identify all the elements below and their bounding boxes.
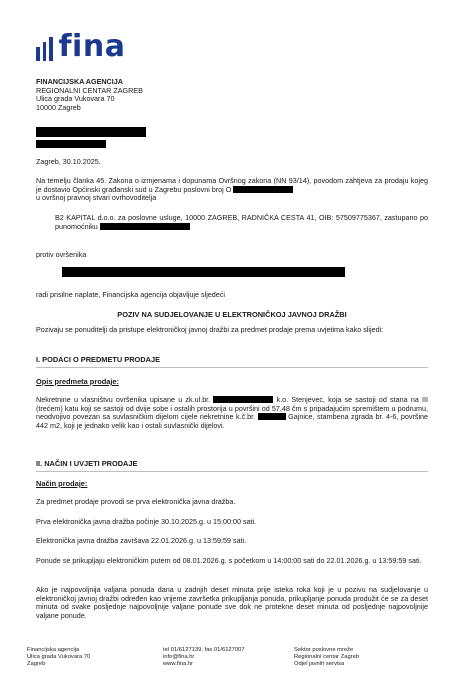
footer-web: www.fina.hr — [163, 660, 193, 667]
redacted-attorney — [100, 223, 190, 230]
creditor-paragraph — [55, 214, 428, 231]
footer-phone: tel 01/6127139, fax 01/6127007 — [163, 647, 245, 653]
sender-line-1: FINANCIJSKA AGENCIJA — [36, 77, 123, 86]
footer-street: Ulica grada Vukovara 70 — [27, 653, 91, 660]
invite-paragraph: Pozivaju se ponuditelji da pristupe elektroničkoj javnoj dražbi za predmet prodaje prema uvjetima kako slijedi: — [36, 325, 384, 334]
footer-department: Odjel javnih servisa — [294, 660, 345, 667]
notice-title: POZIV NA SUDJELOVANJE U ELEKTRONIČKOJ JAVNOJ DRAŽBI — [117, 310, 347, 319]
date-line: Zagreb, 30.10.2025. — [36, 157, 101, 166]
sender-address — [36, 78, 143, 112]
property-text-3: Gajnice, stambena zgrada br. 4-6, površine 442 m2, koji je jednako velik kao i ostali suvlasnički dijelovi. — [36, 412, 429, 430]
redacted-debtor — [62, 267, 345, 277]
sale-paragraph-1: Za predmet prodaje provodi se prva elektronička javna dražba. — [36, 497, 236, 506]
redacted-recipient-1 — [36, 127, 146, 137]
footer-sector: Sektor poslovne mreže — [294, 647, 354, 653]
sender-line-2: REGIONALNI CENTAR ZAGREB — [36, 85, 143, 95]
sale-paragraph-2: Prva elektronička javna dražba počinje 30.10.2025.g. u 15:00:00 sati. — [36, 517, 257, 526]
footer-col-address — [27, 647, 90, 668]
section-1-subheading: Opis predmeta prodaje: — [36, 377, 119, 386]
intro-text-2: u ovršnoj pravnoj stvari ovrhovoditelja — [36, 193, 157, 203]
footer-col-contact — [163, 647, 245, 668]
logo-text: fina — [58, 29, 126, 64]
section-1-divider — [36, 367, 428, 368]
sale-paragraph-3: Elektronička javna dražba završava 22.01.2026.g. u 13:59:59 sati. — [36, 536, 247, 545]
section-2-divider — [36, 471, 428, 472]
fina-logo — [36, 27, 126, 64]
against-line: protiv ovršenika — [36, 250, 87, 259]
creditor-text: B2 KAPITAL d.o.o. za poslovne usluge, 10000 ZAGREB, RADNIČKA CESTA 41, OIB: 57509775367, zastupano po punomoćniku — [55, 213, 428, 231]
property-text-2: k.o. Stenjevec, koja se sastoji od stana na III (trećem) katu koji se sastoji od dvije sobe i ostalih prostorija u površini od 57,48 čm s pripadajućim spremištem u podrumu, neodvojivo povezan sa suvlasničkim dijelom cijele nekretnine k.č.br. — [36, 395, 429, 422]
intro-text-1: Na temelju članka 45. Zakona o izmjenama i dopunama Ovršnog zakona (NN 93/14), povodom zahtjeva za prodaju kojeg je dostavio Općinski građanski sud u Zagrebu poslovni broj O — [36, 176, 428, 194]
footer-city: Zagreb — [27, 660, 46, 667]
footer-region: Regionalni centar Zagreb — [294, 653, 360, 660]
property-text-1: Nekretnine u vlasništvu ovršenika upisane u zk.ul.br. — [36, 395, 211, 404]
footer-email: info@fina.hr — [163, 653, 195, 660]
section-2-heading: II. NAČIN I UVJETI PRODAJE — [36, 459, 138, 468]
sale-paragraph-4: Ponude se prikupljaju elektroničkim putem od 08.01.2026.g. s početkom u 14:00:00 sati do 22.01.2026.g. u 13:59:59 sati. — [36, 556, 422, 565]
purpose-line: radi prisilne naplate, Financijska agencija objavljuje sljedeći — [36, 290, 225, 299]
redacted-land-register — [213, 396, 273, 403]
property-description — [36, 396, 428, 430]
footer-org: Financijska agencija — [27, 647, 80, 653]
sale-paragraph-5: Ako je najpovoljnija valjana ponuda dana u zadnjih deset minuta prije isteka roka koji je u pozivu na sudjelovanje u elektroničkoj javnoj dražbi određen kao vrijeme završetka prikupljanja ponuda, prikupljanje ponuda produžit će se za deset minuta od svake posljednje najpovoljnije valjane ponude sve dok ne protekne deset minuta od posljednje najpovoljnije valjane ponude. — [36, 585, 428, 620]
footer-col-unit — [294, 647, 359, 668]
section-1-heading: I. PODACI O PREDMETU PRODAJE — [36, 355, 161, 364]
intro-paragraph — [36, 177, 428, 203]
sender-line-4: 10000 Zagreb — [36, 102, 81, 112]
logo-bars-icon — [36, 37, 53, 61]
section-2-subheading: Način prodaje: — [36, 479, 88, 488]
redacted-case-number — [233, 186, 293, 193]
sender-line-3: Ulica grada Vukovara 70 — [36, 94, 115, 104]
redacted-recipient-2 — [36, 140, 106, 148]
redacted-parcel — [258, 413, 286, 420]
